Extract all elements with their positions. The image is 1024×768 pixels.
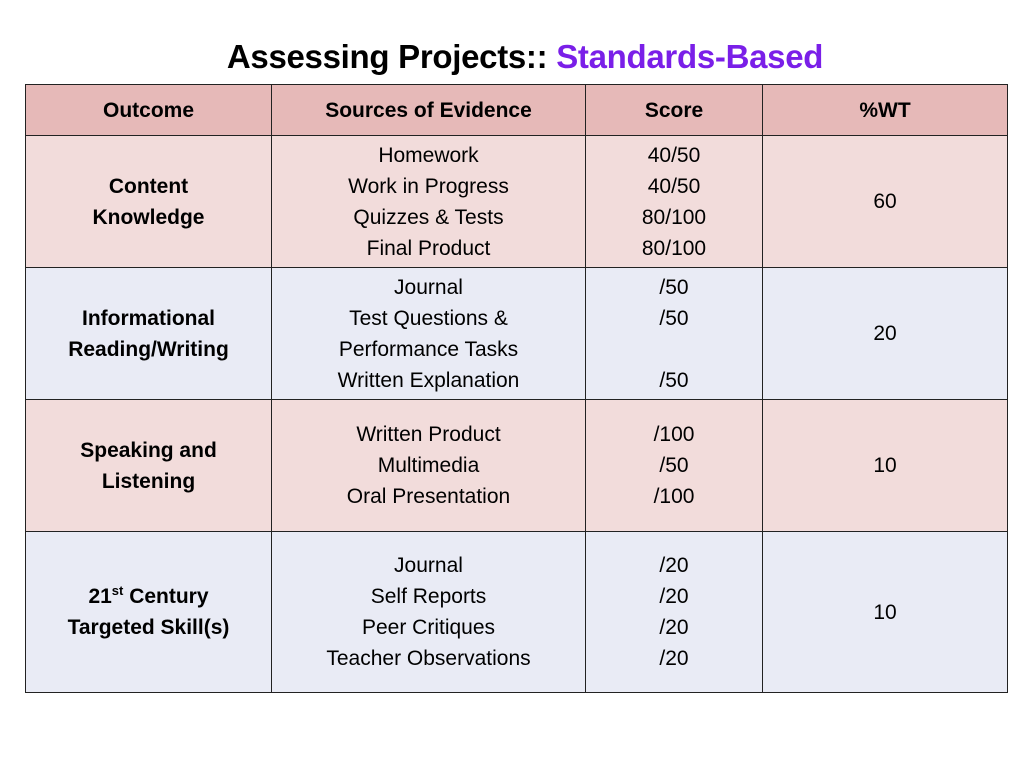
- source-item: Performance Tasks: [338, 337, 519, 361]
- title-main: Assessing Projects::: [226, 38, 548, 75]
- score-item: /20: [659, 616, 689, 639]
- score-cell: [586, 268, 763, 400]
- sources-cell: [272, 400, 586, 532]
- weight-cell: 60: [763, 136, 1008, 268]
- rubric-table: [25, 84, 1008, 693]
- table-row: [26, 400, 1008, 532]
- source-item: Written Product: [356, 423, 501, 446]
- table-row: [26, 268, 1008, 400]
- score-item: 80/100: [641, 236, 707, 260]
- outcome-suffix: Century: [123, 585, 209, 608]
- score-item: /100: [653, 485, 695, 508]
- score-item: /50: [659, 275, 689, 299]
- source-item: Teacher Observations: [326, 647, 531, 670]
- outcome-cell: [26, 400, 272, 532]
- source-item: Final Product: [366, 236, 491, 260]
- outcome-line: Knowledge: [92, 205, 205, 229]
- outcome-cell: [26, 136, 272, 268]
- outcome-cell: [26, 268, 272, 400]
- table-row: [26, 532, 1008, 693]
- outcome-line: Listening: [101, 469, 196, 493]
- source-item: Written Explanation: [337, 368, 520, 392]
- header-weight: %WT: [763, 85, 1008, 136]
- score-item: /20: [659, 585, 689, 608]
- score-item: 80/100: [641, 205, 707, 229]
- weight-cell: 10: [763, 532, 1008, 693]
- source-item: Journal: [394, 554, 463, 577]
- page-title: [0, 38, 1024, 76]
- outcome-line: Informational: [81, 306, 215, 330]
- score-cell: [586, 532, 763, 693]
- title-highlight: Standards-Based: [556, 38, 824, 75]
- score-item: [590, 334, 758, 365]
- outcome-line: Speaking and: [80, 438, 217, 462]
- source-item: Journal: [394, 275, 463, 299]
- outcome-line: Reading/Writing: [68, 337, 229, 361]
- source-item: Quizzes & Tests: [353, 205, 504, 229]
- header-score: Score: [586, 85, 763, 136]
- score-item: /20: [659, 554, 689, 577]
- weight-cell: 20: [763, 268, 1008, 400]
- source-item: Peer Critiques: [361, 616, 496, 639]
- score-item: 40/50: [647, 143, 701, 167]
- score-item: /50: [659, 454, 689, 477]
- outcome-superscript: st: [111, 583, 124, 598]
- source-item: Work in Progress: [348, 174, 509, 198]
- table-row: [26, 136, 1008, 268]
- source-item: Oral Presentation: [346, 485, 511, 508]
- weight-cell: 10: [763, 400, 1008, 532]
- score-item: 40/50: [647, 174, 701, 198]
- score-item: /50: [659, 306, 689, 330]
- score-item: /20: [659, 647, 689, 670]
- source-item: Multimedia: [377, 454, 480, 477]
- source-item: Self Reports: [370, 585, 487, 608]
- score-item: /100: [653, 423, 695, 446]
- score-cell: [586, 136, 763, 268]
- score-item: /50: [659, 368, 689, 392]
- source-item: Homework: [378, 143, 479, 167]
- source-item: Test Questions &: [349, 306, 508, 330]
- outcome-cell: [26, 532, 272, 693]
- header-outcome: Outcome: [26, 85, 272, 136]
- sources-cell: [272, 268, 586, 400]
- outcome-line: Targeted Skill(s): [67, 616, 230, 639]
- header-sources: Sources of Evidence: [272, 85, 586, 136]
- outcome-line: [30, 581, 267, 612]
- score-cell: [586, 400, 763, 532]
- outcome-line: Content: [108, 174, 189, 198]
- table-header-row: [26, 85, 1008, 136]
- outcome-prefix: 21: [88, 585, 112, 608]
- sources-cell: [272, 136, 586, 268]
- sources-cell: [272, 532, 586, 693]
